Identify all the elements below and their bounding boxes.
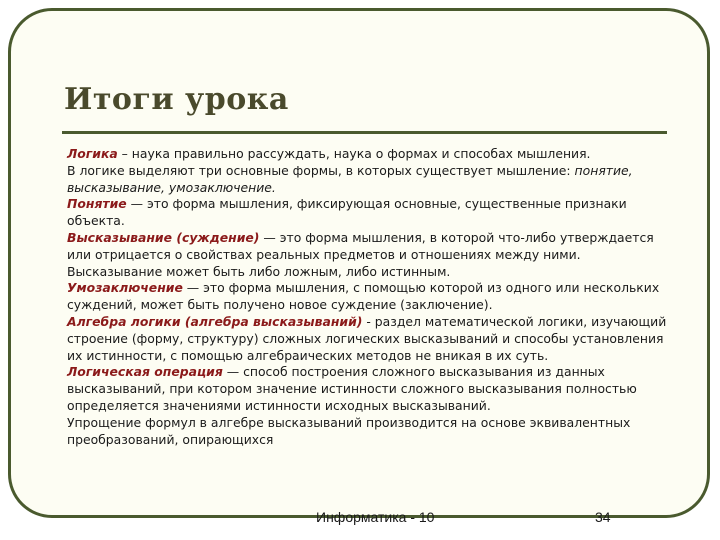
- slide-body: [67, 146, 679, 448]
- slide-title: Итоги урока: [64, 82, 289, 117]
- term-inference: Умозаключение: [67, 280, 183, 296]
- paragraph-inference: [67, 280, 679, 314]
- term-logic: Логика: [67, 146, 118, 161]
- simplification-text: Упрощение формул в алгебре высказываний производится на основе эквивалентных преобразований, опирающихся: [67, 414, 631, 447]
- term-algebra: Алгебра логики (алгебра высказываний): [67, 313, 363, 329]
- forms-list: понятие, высказывание, умозаключение.: [67, 162, 633, 195]
- term-operation: Логическая операция: [67, 364, 223, 380]
- definition-statement: — это форма мышления, в которой что-либо утверждается или отрицается о свойствах реальных предметов и отношениях между ними. Высказывание может быть либо ложным, либо истинным.: [67, 229, 654, 279]
- paragraph-logic: [67, 146, 679, 163]
- term-concept: Понятие: [67, 196, 127, 212]
- paragraph-statement: [67, 230, 679, 280]
- paragraph-simplification: [67, 415, 679, 449]
- title-divider: [62, 131, 667, 134]
- footer-course: Информатика - 10: [316, 509, 435, 525]
- term-statement: Высказывание (суждение): [67, 229, 260, 245]
- definition-algebra: - раздел математической логики, изучающий строение (форму, структуру) сложных логических высказываний и способы установления их истинности, с помощью алгебраических методов не вникая в их суть.: [67, 313, 667, 363]
- definition-operation: — способ построения сложного высказывания из данных высказываний, при котором значение истинности сложного высказывания полностью определяется значениями истинности исходных высказываний.: [67, 364, 637, 413]
- definition-concept: — это форма мышления, фиксирующая основные, существенные признаки объекта.: [67, 196, 627, 229]
- forms-intro: В логике выделяют три основные формы, в которых существует мышление:: [67, 162, 575, 178]
- paragraph-forms: [67, 163, 679, 197]
- page-number: 34: [595, 509, 611, 525]
- paragraph-algebra: [67, 314, 679, 364]
- definition-inference: — это форма мышления, с помощью которой из одного или нескольких суждений, может быть получено новое суждение (заключение).: [67, 280, 660, 313]
- paragraph-concept: [67, 196, 679, 230]
- paragraph-operation: [67, 364, 679, 414]
- definition-logic: – наука правильно рассуждать, наука о формах и способах мышления.: [117, 146, 591, 161]
